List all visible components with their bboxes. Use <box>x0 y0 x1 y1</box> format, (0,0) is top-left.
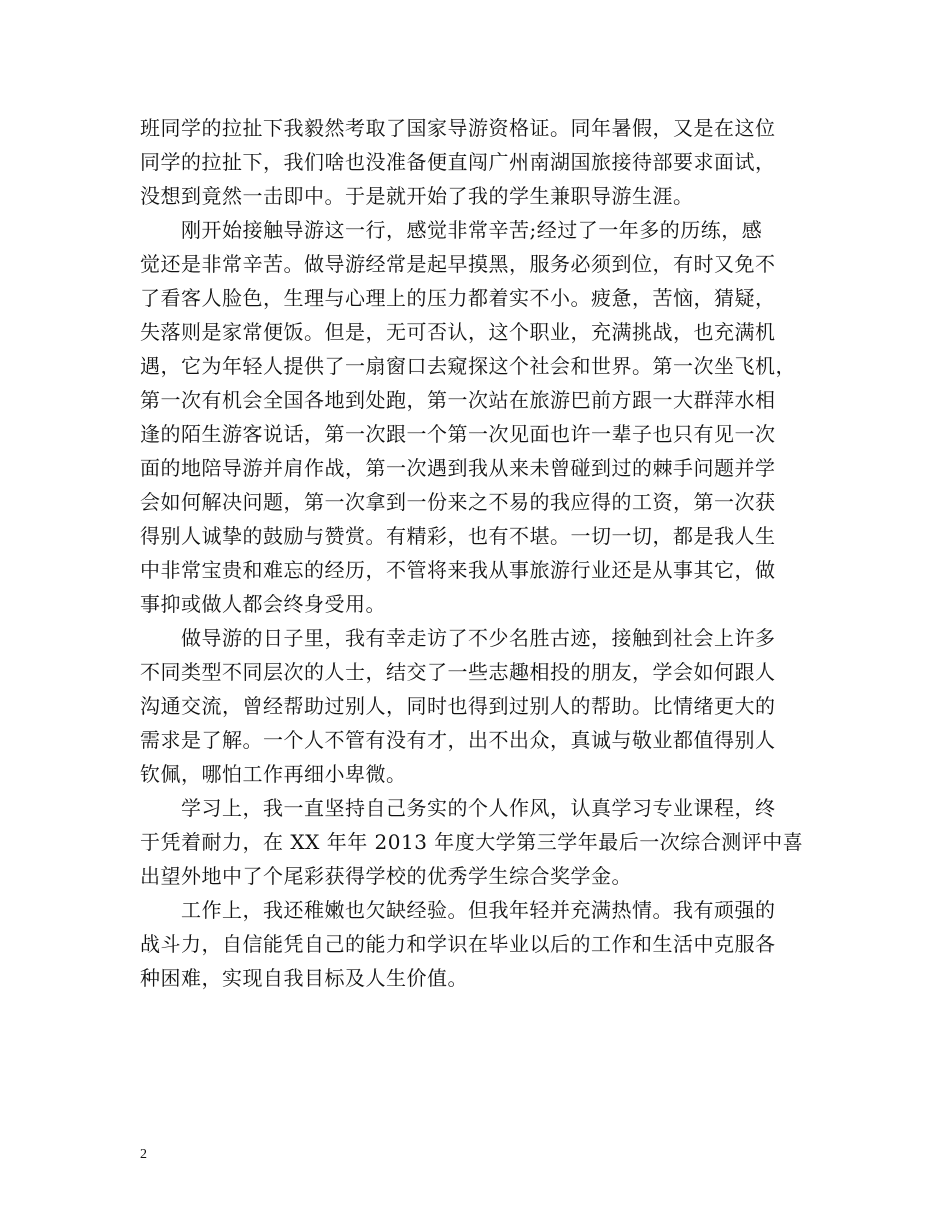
text-line: 遇，它为年轻人提供了一扇窗口去窥探这个社会和世界。第一次坐飞机， <box>140 354 796 378</box>
paragraph <box>140 893 820 995</box>
text-line: 学习上，我一直坚持自己务实的个人作风，认真学习专业课程，终 <box>181 796 776 820</box>
text-line: 出望外地中了个尾彩获得学校的优秀学生综合奖学金。 <box>140 864 632 888</box>
page-number: 2 <box>140 1147 147 1162</box>
text-line: 工作上，我还稚嫩也欠缺经验。但我年轻并充满热情。我有顽强的 <box>181 898 776 922</box>
text-line: 种困难，实现自我目标及人生价值。 <box>140 966 468 990</box>
text-line: 需求是了解。一个人不管有没有才，出不出众，真诚与敬业都值得别人 <box>140 728 776 752</box>
paragraph <box>140 621 820 791</box>
paragraph <box>140 213 820 621</box>
text-line: 于凭着耐力，在 XX 年年 2013 年度大学第三学年最后一次综合测评中喜 <box>140 830 804 854</box>
text-line: 钦佩，哪怕工作再细小卑微。 <box>140 762 407 786</box>
paragraph <box>140 791 820 893</box>
text-line: 失落则是家常便饭。但是，无可否认，这个职业，充满挑战，也充满机 <box>140 320 776 344</box>
text-line: 不同类型不同层次的人士，结交了一些志趣相投的朋友，学会如何跟人 <box>140 660 776 684</box>
text-line: 觉还是非常辛苦。做导游经常是起早摸黑，服务必须到位，有时又免不 <box>140 252 776 276</box>
text-line: 第一次有机会全国各地到处跑，第一次站在旅游巴前方跟一大群萍水相 <box>140 388 776 412</box>
text-line: 班同学的拉扯下我毅然考取了国家导游资格证。同年暑假，又是在这位 <box>140 116 776 140</box>
text-line: 面的地陪导游并肩作战，第一次遇到我从来未曾碰到过的棘手问题并学 <box>140 456 776 480</box>
text-line: 沟通交流，曾经帮助过别人，同时也得到过别人的帮助。比情绪更大的 <box>140 694 776 718</box>
text-line: 会如何解决问题，第一次拿到一份来之不易的我应得的工资，第一次获 <box>140 490 776 514</box>
document-body <box>140 111 820 995</box>
text-line: 战斗力，自信能凭自己的能力和学识在毕业以后的工作和生活中克服各 <box>140 932 776 956</box>
text-line: 中非常宝贵和难忘的经历，不管将来我从事旅游行业还是从事其它，做 <box>140 558 776 582</box>
text-line: 刚开始接触导游这一行，感觉非常辛苦;经过了一年多的历练，感 <box>181 218 763 242</box>
text-line: 了看客人脸色，生理与心理上的压力都着实不小。疲惫，苦恼，猜疑， <box>140 286 776 310</box>
text-line: 同学的拉扯下，我们啥也没准备便直闯广州南湖国旅接待部要求面试， <box>140 150 776 174</box>
paragraph <box>140 111 820 213</box>
text-line: 没想到竟然一击即中。于是就开始了我的学生兼职导游生涯。 <box>140 184 694 208</box>
text-line: 事抑或做人都会终身受用。 <box>140 592 386 616</box>
text-line: 逢的陌生游客说话，第一次跟一个第一次见面也许一辈子也只有见一次 <box>140 422 776 446</box>
text-line: 做导游的日子里，我有幸走访了不少名胜古迹，接触到社会上许多 <box>181 626 776 650</box>
text-line: 得别人诚挚的鼓励与赞赏。有精彩，也有不堪。一切一切，都是我人生 <box>140 524 776 548</box>
